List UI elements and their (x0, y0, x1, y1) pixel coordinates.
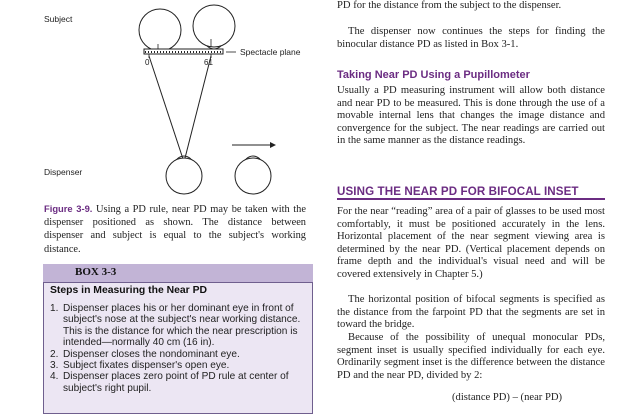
list-item: 1. Dispenser places his or her dominant eye in front of subject's nose at the subject's near working distance. This is the distance for which the near prescription is intended—normally 40 cm (16 in). (50, 303, 301, 349)
sight-line-right (184, 56, 211, 162)
box-header (43, 264, 313, 282)
tick-label-0: 0 (145, 58, 150, 67)
label-dispenser: Dispenser (44, 167, 83, 177)
figure-caption-text: Using a PD rule, near PD may be taken with the dispenser positioned as shown. The distance between dispenser and subject is equal to the subject's working distance. (44, 204, 306, 255)
formula-numerator: (distance PD) – (near PD) (452, 392, 563, 403)
subject-right-eye (193, 5, 235, 47)
paragraph-horizontal-position: The horizontal position of bifocal segments is specified as the distance from the farpoint PD that the segments are set in toward the bridge. (337, 294, 605, 331)
paragraph-box-ref: The dispenser now continues the steps for finding the binocular distance PD as listed in Box 3-1. (337, 26, 605, 50)
paragraph-pupillometer: Usually a PD measuring instrument will allow both distance and near PD to be measured. This is done through the use of a movable internal lens that changes the image distance and convergence for the subject. The near readings are carried out in the same manner as the distance readings. (337, 85, 605, 147)
label-spectacle-plane: Spectacle plane (240, 47, 301, 57)
figure-label: Figure 3-9. (44, 203, 93, 214)
section-heading-pupillometer: Taking Near PD Using a Pupillometer (337, 69, 530, 81)
arrow-head-icon (270, 142, 276, 148)
box-title: Steps in Measuring the Near PD (50, 285, 208, 296)
figure-caption (44, 202, 306, 256)
dispenser-open-eye (166, 158, 202, 194)
box-number: BOX 3-3 (75, 266, 117, 278)
heading-rule (337, 198, 605, 200)
box-steps (43, 282, 313, 414)
sight-line-left (149, 56, 184, 162)
section-heading-bifocal-inset: USING THE NEAR PD FOR BIFOCAL INSET (337, 185, 579, 198)
figure-diagram (0, 0, 318, 200)
paragraph-continued: PD for the distance from the subject to the dispenser. (337, 0, 562, 11)
list-item: 2. Dispenser closes the nondominant eye. (50, 348, 240, 360)
figure-3-9 (0, 0, 318, 200)
paragraph-segment-inset: Because of the possibility of unequal monocular PDs, segment inset is usually specified individually for each eye. Ordinarily segment inset is the difference between the distance PD and the near PD, divided by 2: (337, 332, 605, 381)
tick-label-61: 61 (204, 58, 213, 67)
steps-list (50, 303, 306, 394)
dispenser-closed-eye (235, 158, 271, 194)
subject-left-eye (139, 9, 181, 51)
list-item: 3. Subject fixates dispenser's open eye. (50, 360, 230, 372)
label-subject: Subject (44, 14, 73, 24)
list-item: 4. Dispenser places zero point of PD rule at center of subject's right pupil. (50, 371, 289, 394)
paragraph-reading-area: For the near “reading” area of a pair of glasses to be used most comfortably, it must be positioned accurately in the lens. Horizontal placement of the near segment viewing area is determined by the near PD. (Vertical placement depends on frame depth and the individual's visual need and will be covered extensively in Chapter 5.) (337, 206, 605, 280)
